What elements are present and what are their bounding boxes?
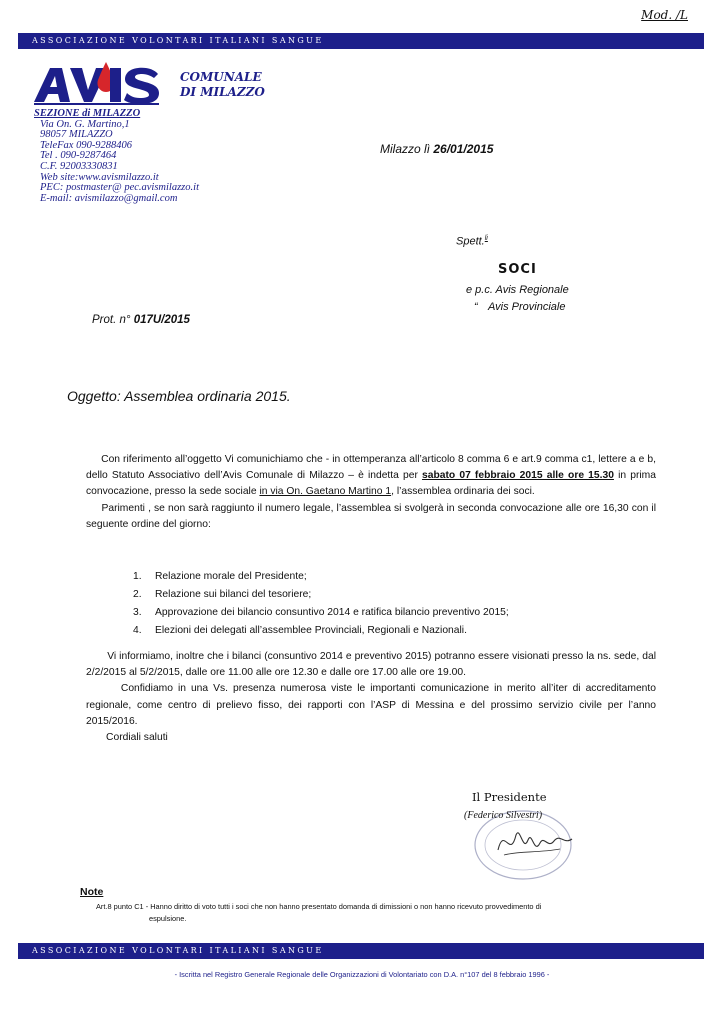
p1-highlight-date: sabato 07 febbraio 2015 alle ore 15.30 xyxy=(422,470,614,482)
subject-line: Oggetto: Assemblea ordinaria 2015. xyxy=(67,388,291,404)
p1-part-a: Con riferimento all’oggetto Vi comunichiamo che - in ottemperanza all’articolo 8 comma 6 e art.9 comma c1, lettere a e b, dello Statuto Associativo dell’Avis Comunale di Milazzo – è indetta per xyxy=(86,454,656,482)
p3-text: Vi informiamo, inoltre che i bilanci (consuntivo 2014 e preventivo 2015) potranno essere visionati presso la ns. sede, dal 2/2/2015 al 5/2/2015, dalle ore 11.00 alle ore 12.30 e dalle ore 17.00 alle ore 19.00. xyxy=(86,651,656,679)
list-item xyxy=(133,568,509,586)
president-title: Il Presidente xyxy=(472,790,547,804)
notes-text xyxy=(96,901,662,925)
paragraph-4 xyxy=(86,681,656,730)
list-text: Approvazione dei bilancio consuntivo 2014 e ratifica bilancio preventivo 2015; xyxy=(155,607,509,618)
notes-line-1: Art.8 punto C1 - Hanno diritto di voto tutti i soci che non hanno presentato domanda di dimissioni o non hanno ricevuto provvedimento di xyxy=(96,902,542,911)
sezione-city: 98057 MILAZZO xyxy=(40,129,113,141)
sezione-title: SEZIONE di MILAZZO xyxy=(34,108,141,119)
spett-label xyxy=(456,235,488,248)
sezione-pec: PEC: postmaster@ pec.avismilazzo.it xyxy=(40,182,199,194)
president-name: (Federico Silvestri) xyxy=(464,810,543,821)
p1-part-c: , l’assemblea ordinaria dei soci. xyxy=(391,486,535,498)
paragraph-3 xyxy=(86,649,656,681)
sezione-web: Web site:www.avismilazzo.it xyxy=(40,171,159,183)
letter-body xyxy=(86,452,656,533)
list-text: Relazione sui bilanci del tesoriere; xyxy=(155,589,312,600)
list-text: Elezioni dei delegati all’assemblee Provinciali, Regionali e Nazionali. xyxy=(155,625,467,636)
paragraph-2 xyxy=(86,501,656,533)
p1-underlined-address: in via On. Gaetano Martino 1 xyxy=(259,486,392,498)
sezione-email: E-mail: avismilazzo@gmail.com xyxy=(40,192,178,204)
list-text: Relazione morale del Presidente; xyxy=(155,571,307,582)
p1-part-b: in prima convocazione, presso la sede sociale xyxy=(86,470,656,498)
list-number: 2. xyxy=(133,589,142,600)
closing xyxy=(86,730,656,746)
p2-text: Parimenti , se non sarà raggiunto il numero legale, l’assemblea si svolgerà in seconda convocazione alle ore 16,30 con il seguente ordine del giorno: xyxy=(86,502,656,530)
comunale-line-1: COMUNALE xyxy=(180,70,262,84)
list-item xyxy=(133,622,509,640)
registry-footer: - Iscritta nel Registro Generale Regionale delle Organizzazioni di Volontariato con D.A. n°107 del 8 febbraio 1996 - xyxy=(174,970,550,979)
notes-line-2: espulsione. xyxy=(149,914,187,923)
spett-text: Spett. xyxy=(456,235,485,248)
cc-line-1: e p.c. Avis Regionale xyxy=(466,284,569,296)
comunale-line-2: DI MILAZZO xyxy=(180,85,265,99)
agenda-list xyxy=(133,568,509,640)
sezione-tel: Tel . 090-9287464 xyxy=(40,150,117,162)
sezione-cf: C.F. 92003330831 xyxy=(40,160,118,172)
sezione-address: Via On. G. Martino,1 xyxy=(40,118,130,130)
footer-band: ASSOCIAZIONE VOLONTARI ITALIANI SANGUE xyxy=(18,943,704,959)
comunale-title xyxy=(180,70,265,100)
sezione-block xyxy=(34,109,199,204)
place-label: Milazzo lì xyxy=(380,142,431,156)
paragraph-1 xyxy=(86,452,656,501)
prot-label: Prot. n° xyxy=(92,314,131,326)
closing-text: Cordiali saluti xyxy=(106,732,168,744)
header-band: ASSOCIAZIONE VOLONTARI ITALIANI SANGUE xyxy=(18,33,704,49)
protocol-number xyxy=(92,314,190,326)
prot-value: 017U/2015 xyxy=(133,314,190,326)
letter-date: 26/01/2015 xyxy=(433,142,494,156)
form-code: Mod. /L xyxy=(641,8,688,22)
notes-heading: Note xyxy=(80,886,104,898)
list-item xyxy=(133,586,509,604)
cc-block xyxy=(466,282,569,316)
place-date xyxy=(380,142,493,156)
recipient: SOCI xyxy=(498,262,537,277)
list-number: 4. xyxy=(133,625,142,636)
list-number: 1. xyxy=(133,571,142,582)
letter-body-2 xyxy=(86,649,656,746)
list-item xyxy=(133,604,509,622)
cc-line-2 xyxy=(466,299,569,316)
sezione-telefax: TeleFax 090-9288406 xyxy=(40,139,133,151)
spett-sup: li xyxy=(484,235,488,242)
cc-line-2-text: Avis Provinciale xyxy=(488,301,566,313)
ditto-mark: “ xyxy=(474,301,478,313)
avis-logo xyxy=(32,60,162,106)
list-number: 3. xyxy=(133,607,142,618)
p4-text: Confidiamo in una Vs. presenza numerosa viste le importanti comunicazione in merito all’iter di accreditamento regionale, come centro di prelievo fisso, dei rapporti con l’ASP di Messina e del prossimo servizio civile per l’anno 2015/2016. xyxy=(86,683,656,727)
